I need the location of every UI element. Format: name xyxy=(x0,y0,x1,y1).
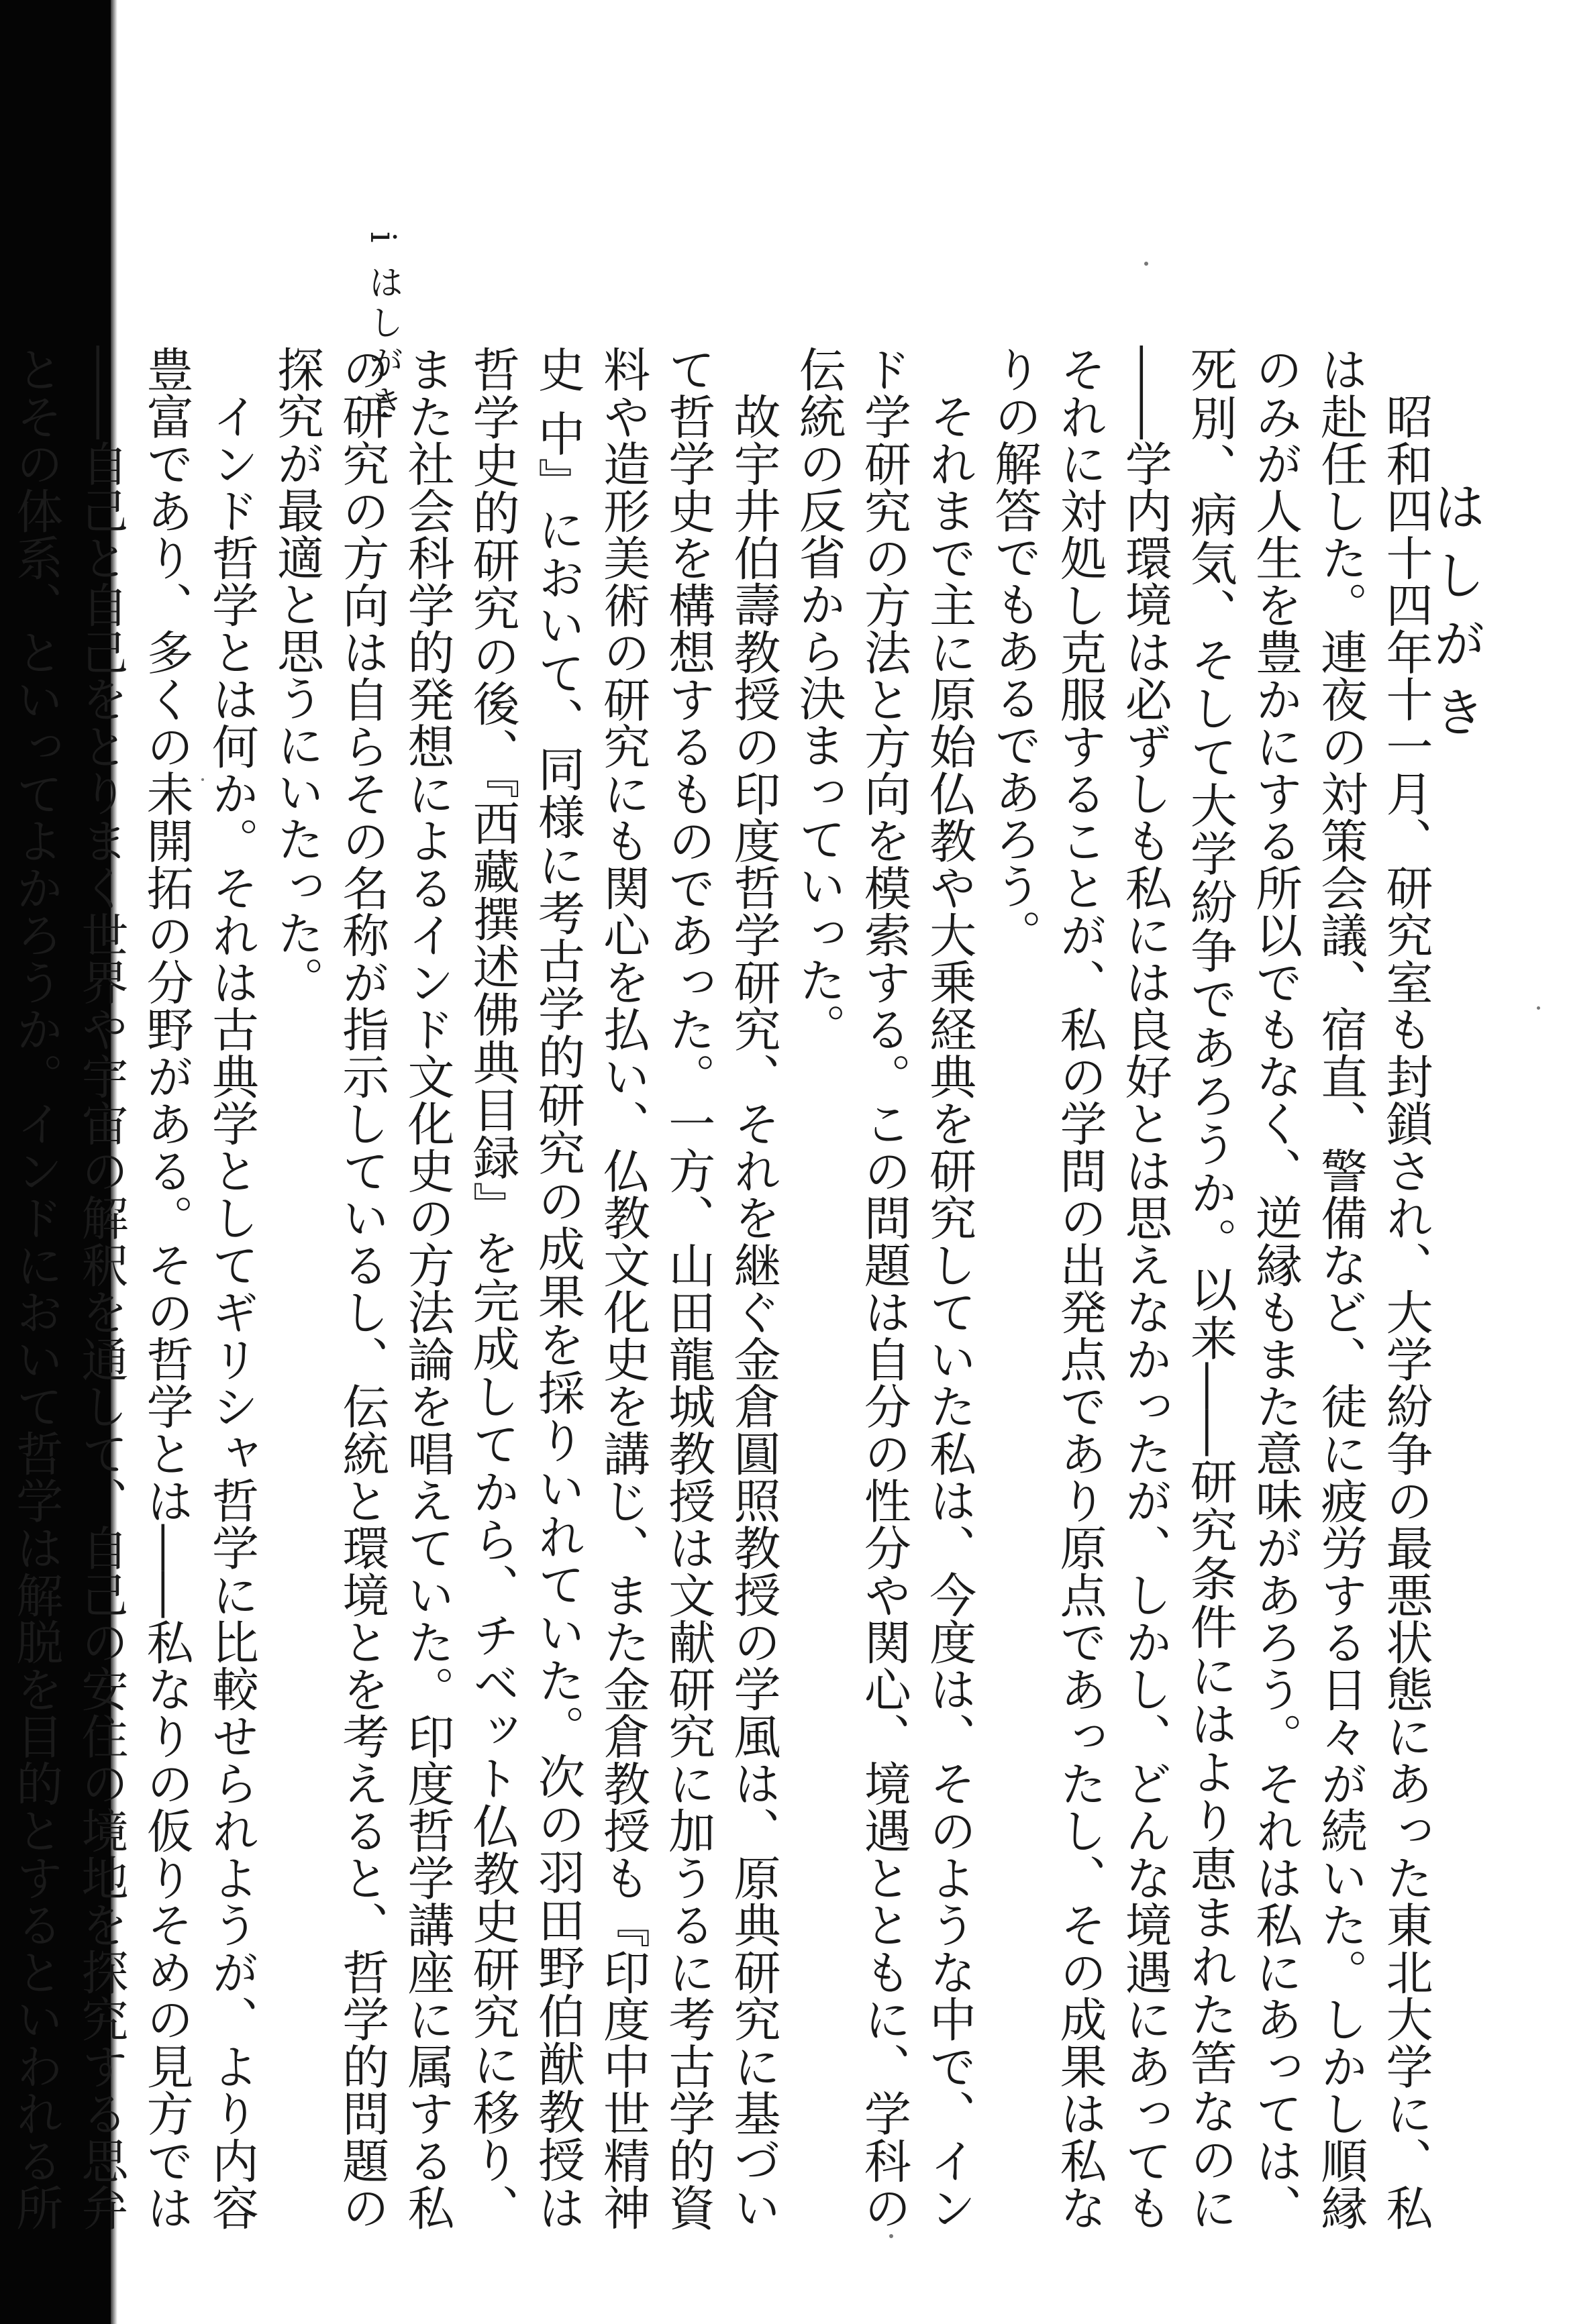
scan-speck xyxy=(201,778,204,781)
paragraph: 故宇井伯壽教授の印度哲学研究、それを継ぐ金倉圓照教授の学風は、原典研究に基づいて哲学史を構想するものであった。一方、山田龍城教授は文献研究に加うるに考古学的資料や造形美術の研究にも関心を払い、仏教文化史を講じ、また金倉教授も『印度中世精神史 中』において、同様に考古学的研究の成果を採りいれていた。次の羽田野伯猷教授は哲学史的研究の後、『西藏撰述佛典目録』を完成してから、チベット仏教史研究に移り、また社会科学的発想によるインド文化史の方法論を唱えていた。印度哲学講座に属する私の研究の方向は自らその名称が指示しているし、伝統と環境とを考えると、哲学的問題の探究が最適と思うにいたった。 xyxy=(269,346,781,2231)
page-title: はしがき xyxy=(1425,480,1485,753)
paragraph: インド哲学とは何か。それは古典学としてギリシャ哲学に比較せられようが、より内容豊富であり、多くの未開拓の分野がある。その哲学とは――私なりの仮りそめの見方では――自己と自己をとりまく世界や宇宙の解釈を通して、自己の安住の境地を探究する思弁とその体系、といってよかろうか。インドにおいて哲学は解脱を目的とするといわれる所 xyxy=(8,346,260,2231)
running-header: i はしがき xyxy=(362,231,403,426)
paragraph: 昭和四十四年十一月、研究室も封鎖され、大学紛争の最悪状態にあった東北大学に、私は赴任した。連夜の対策会議、宿直、警備など、徒に疲労する日々が続いた。しかし順縁のみが人生を豊かにする所以でもなく、逆縁もまた意味があろう。それは私にあっては、死別、病気、そして大学紛争であろうか。以来――研究条件にはより恵まれた筈なのに――学内環境は必ずしも私には良好とは思えなかったが、しかし、どんな境遇にあってもそれに対処し克服することが、私の学問の出発点であり原点であったし、その成果は私なりの解答でもあるであろう。 xyxy=(986,346,1433,2231)
body-text xyxy=(8,346,1438,2231)
scan-speck xyxy=(1537,1006,1540,1010)
paragraph: それまで主に原始仏教や大乗経典を研究していた私は、今度は、そのような中で、インド学研究の方法と方向を模索する。この問題は自分の性分や関心、境遇とともに、学科の伝統の反省から決まっていった。 xyxy=(791,346,977,2231)
scan-speck xyxy=(1144,262,1148,266)
scan-speck xyxy=(889,2234,893,2238)
